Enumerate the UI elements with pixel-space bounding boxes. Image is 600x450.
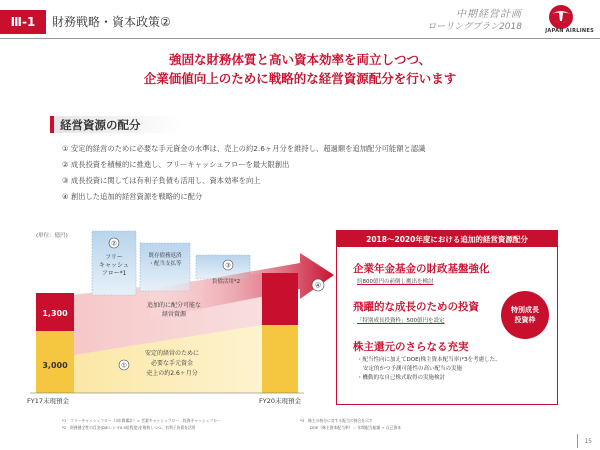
section-title-accent	[50, 116, 54, 133]
footnote-1: *1 フリーキャッシュフロー（3年間累計）= 営業キャッシュフロー - 投資キャッシュフロー	[62, 418, 221, 423]
footnote-2: *2 財務健全性の目安(D/Eレシオ0.5倍程度)を維持しつつ、有利子負債を活用	[62, 425, 196, 430]
panel-header: 2018～2020年度における追加的経営資源配分	[337, 231, 557, 247]
special-growth-badge	[501, 291, 549, 339]
debt-repay-label-2: ・配当支払等	[148, 261, 182, 267]
growth-heading: 飛躍的な成長のための投資	[353, 301, 479, 313]
footnotes-left	[62, 417, 221, 431]
pension-detail	[357, 278, 434, 287]
section-title: 経営資源の配分	[60, 118, 141, 132]
fcf-label-2: キャッシュ	[99, 262, 129, 269]
debt-use-label: 負債活用*2	[211, 279, 241, 285]
point-item: ④ 創出した追加的経営資源を戦略的に配分	[62, 192, 203, 201]
fcf-label-1: フリー	[105, 254, 123, 261]
allocation-panel	[336, 230, 558, 405]
fy20-bar-excess	[262, 273, 298, 325]
pension-detail-text: 約800億円の前倒し拠出を検討	[357, 279, 434, 285]
page-title: 財務戦略・資本政策②	[52, 15, 171, 29]
logo-text: JAPAN AIRLINES	[545, 28, 594, 34]
page-number: 15	[584, 438, 592, 445]
shareholder-heading: 株主還元のさらなる充実	[353, 341, 469, 353]
fy17-excess-value: 1,300	[42, 309, 68, 318]
x-label-fy17: FY17末現預金	[27, 397, 69, 405]
badge-line-1: 特別成長	[511, 306, 539, 314]
additional-label-2: 経営資源	[161, 311, 187, 318]
shareholder-detail-2: 安定的かつ予測可能性の高い配当の実施	[363, 366, 463, 372]
chart-unit-label: (単位：億円)	[36, 233, 68, 239]
stable-number: ①	[121, 361, 127, 370]
plan-line-2: ローリングプラン2018	[427, 22, 522, 32]
stable-label-3: 売上の約2.6ヶ月分	[146, 370, 198, 377]
plan-title	[427, 8, 522, 34]
additional-label-1: 追加的に配分可能な	[146, 302, 202, 309]
footnote-3: *3 株主の持分に対する配当の割合を示す	[300, 418, 373, 423]
stable-label-2: 必要な手元資金	[150, 360, 194, 367]
cash-allocation-chart	[0, 225, 340, 405]
point-item: ③ 成長投資に関しては有利子負債も活用し、資本効率を向上	[62, 176, 261, 185]
footnote-3b: DOE（株主資本配当率）＝ 年間配当総額 ÷ 自己資本	[310, 425, 402, 430]
x-label-fy20: FY20末現預金	[259, 397, 301, 405]
page-number-divider	[577, 434, 578, 448]
shareholder-detail	[357, 356, 501, 383]
header-divider	[0, 38, 600, 39]
fy17-base-value: 3,000	[42, 361, 68, 370]
fy20-bar-base	[262, 325, 298, 393]
debt-use-number: ③	[225, 261, 231, 270]
section-tag: Ⅲ-1	[0, 10, 46, 34]
shareholder-detail-1: ・配当性向に加えてDOE(株主資本配当率)*3を考慮した、	[357, 357, 501, 363]
debt-repay-label-1: 既存債務返済	[148, 253, 182, 259]
pension-heading: 企業年金基金の財政基盤強化	[353, 263, 490, 275]
point-item: ② 成長投資を積極的に推進し、フリーキャッシュフローを最大限創出	[62, 160, 290, 169]
footnotes-right	[300, 417, 401, 431]
badge-line-2: 投資枠	[514, 316, 536, 324]
point-item: ① 安定的経営のために必要な手元資金の水準は、売上の約2.6ヶ月分を維持し、超過額を追加配分可能額と認識	[62, 144, 426, 153]
fcf-number: ②	[111, 239, 117, 248]
shareholder-detail-3: ・機動的な自己株式取得の実施検討	[357, 375, 446, 381]
arrow-number: ④	[314, 281, 322, 290]
growth-detail	[357, 317, 445, 326]
headline-line-2: 企業価値向上のために戦略的な経営資源配分を行います	[143, 71, 457, 86]
fcf-label-3: フロー*1	[101, 270, 127, 277]
stable-label-1: 安定的経営のために	[144, 350, 200, 357]
plan-line-1: 中期経営計画	[456, 9, 522, 20]
point-list	[62, 141, 425, 205]
headline-line-1: 強固な財務体質と高い資本効率を両立しつつ、	[168, 52, 431, 67]
growth-detail-text: 「特別成長投資枠」500億円を設定	[357, 318, 445, 324]
headline	[0, 50, 600, 88]
